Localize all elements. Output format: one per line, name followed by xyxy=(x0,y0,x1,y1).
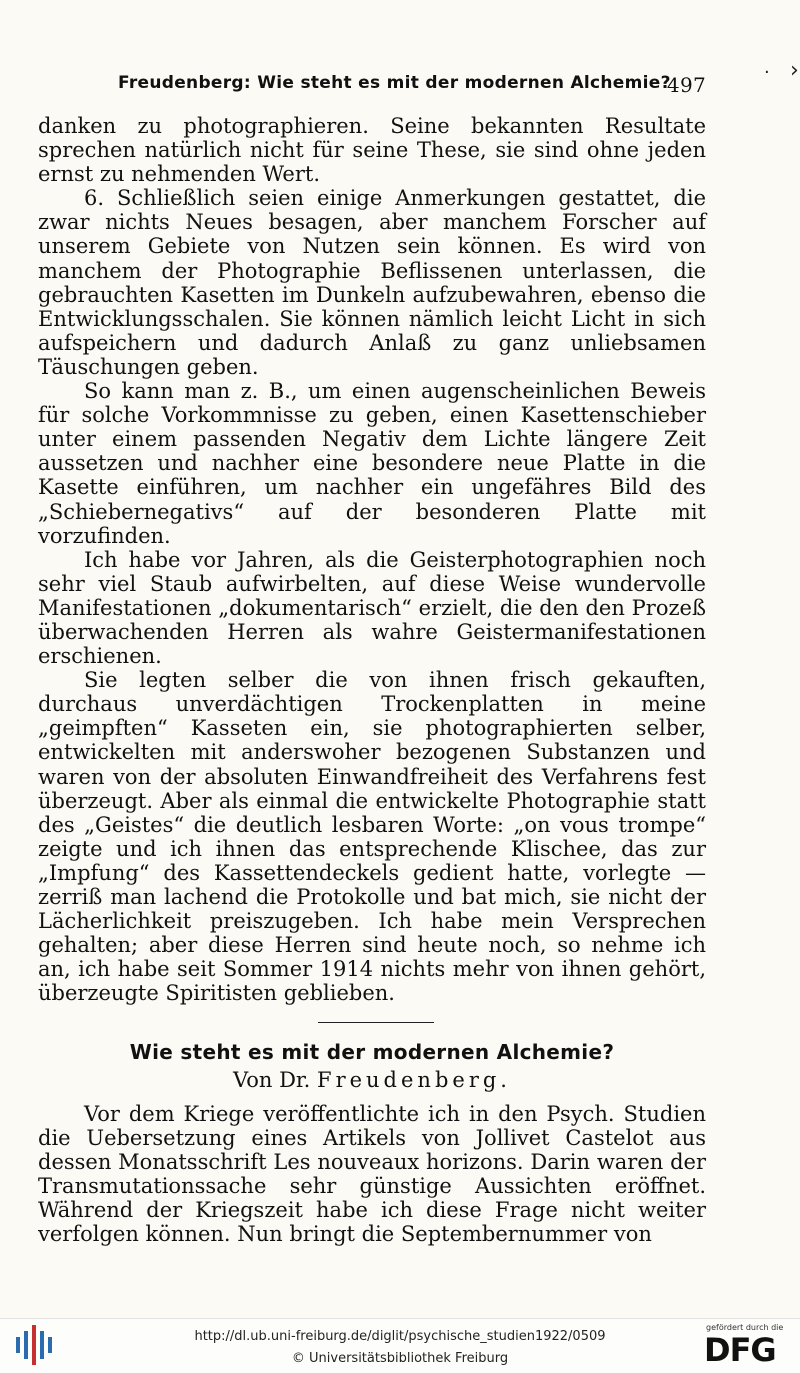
paragraph: danken zu photographieren. Seine bekannten Resultate sprechen natürlich nicht für seine These, sie sind ohne jeden ernst zu nehmenden Wert. xyxy=(38,114,706,187)
article-body xyxy=(38,1102,706,1247)
scan-artifact-mark: › xyxy=(790,58,799,83)
body-text xyxy=(38,114,706,1005)
paragraph: So kann man z. B., um einen augenscheinlichen Beweis für solche Vorkommnisse zu geben, einen Kasettenschieber unter einem passenden Negativ dem Lichte längere Zeit aussetzen und nachher eine besondere neue Platte in die Kasette einführen, um nachher ein ungefähres Bild des „Schiebernegativs“ auf der besonderen Platte mit vorzufinden. xyxy=(38,379,706,548)
dfg-logo xyxy=(704,1321,794,1371)
paragraph: Sie legten selber die von ihnen frisch gekauften, durchaus unverdächtigen Trockenplatten in meine „geimpften“ Kasseten ein, sie photographierten selber, entwickelten mit anderswoher bezogenen Substanzen und waren von der absoluten Einwandfreiheit des Verfahrens fest überzeugt. Aber als einmal die entwickelte Photographie statt des „Geistes“ die deutlich lesbaren Worte: „on vous trompe“ zeigte und ich ihnen das entsprechende Klischee, das zur „Impfung“ des Kassettendeckels gedient hatte, vorlegte — zerriß man lachend die Protokolle und bat mich, sie nicht der Lächerlichkeit preiszugeben. Ich habe mein Versprechen gehalten; aber diese Herren sind heute noch, so nehme ich an, ich habe seit Sommer 1914 nichts mehr von ihnen gehört, überzeugte Spiritisten geblieben. xyxy=(38,668,706,1006)
dfg-caption: gefördert durch die xyxy=(706,1323,784,1332)
dfg-logo-text: DFG xyxy=(704,1331,776,1369)
running-title: Freudenberg: Wie steht es mit der modernen Alchemie? xyxy=(118,73,671,93)
section-divider xyxy=(318,1022,434,1023)
author-prefix: Von Dr. xyxy=(232,1068,311,1092)
viewer-footer xyxy=(0,1318,800,1373)
copyright-notice: © Universitätsbibliothek Freiburg xyxy=(291,1351,509,1366)
author-name: Freudenberg. xyxy=(317,1068,511,1092)
paragraph: 6. Schließlich seien einige Anmerkungen gestattet, die zwar nichts Neues besagen, aber manchem Forscher auf unserem Gebiete von Nutzen sein können. Es wird von manchem der Photographie Beflissenen unterlassen, die gebrauchten Kasetten im Dunkeln aufzubewahren, ebenso die Entwicklungsschalen. Sie können nämlich leicht Licht in sich aufspeichern und dadurch Anlaß zu ganz unliebsamen Täuschungen geben. xyxy=(38,186,706,379)
permalink-url[interactable]: http://dl.ub.uni-freiburg.de/diglit/psychische_studien1922/0509 xyxy=(194,1329,606,1344)
page-number: 497 xyxy=(666,73,706,97)
running-head xyxy=(118,70,706,98)
paragraph: Vor dem Kriege veröffentlichte ich in den Psych. Studien die Uebersetzung eines Artikels von Jollivet Castelot aus dessen Monatsschrift Les nouveaux horizons. Darin waren der Transmutationssache sehr günstige Aussichten eröffnet. Während der Kriegszeit habe ich diese Frage nicht weiter verfolgen können. Nun bringt die Septembernummer von xyxy=(38,1102,706,1247)
article-title: Wie steht es mit der modernen Alchemie? xyxy=(129,1040,615,1064)
article-author xyxy=(38,1068,706,1092)
paragraph: Ich habe vor Jahren, als die Geisterphotographien noch sehr viel Staub aufwirbelten, auf diese Weise wundervolle Manifestationen „dokumentarisch“ erzielt, die den den Prozeß überwachenden Herren als wahre Geistermanifestationen erschienen. xyxy=(38,547,706,669)
scan-artifact-mark: · xyxy=(764,62,770,83)
